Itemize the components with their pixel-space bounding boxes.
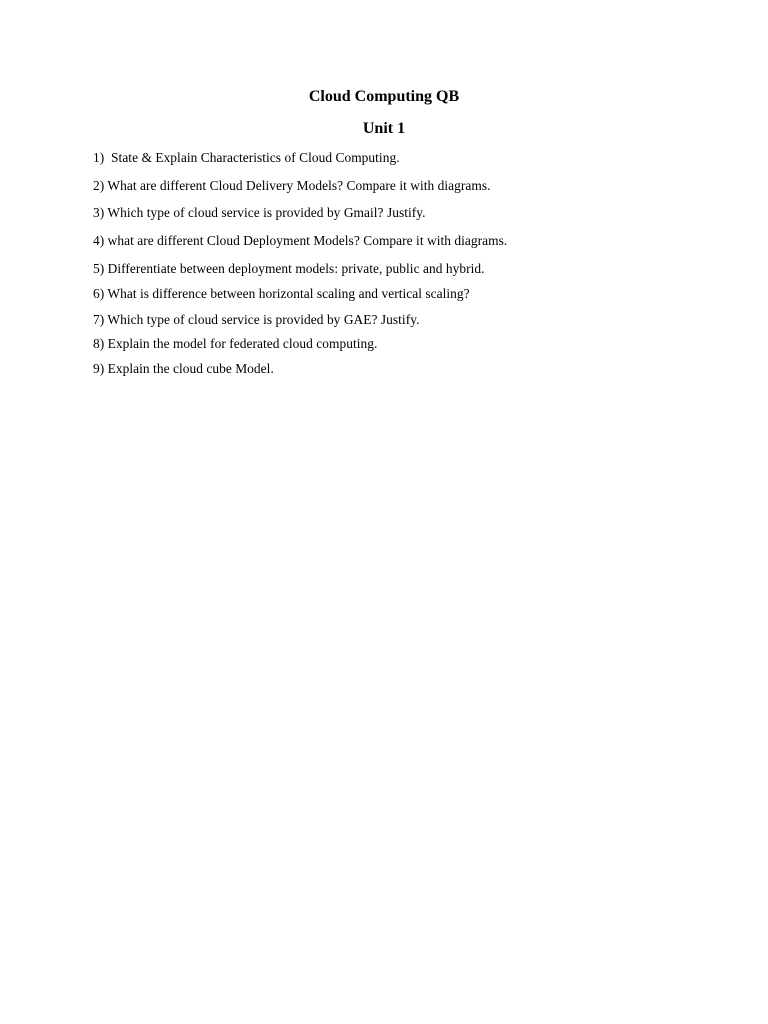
document-title: Cloud Computing QB: [308, 88, 460, 105]
unit-heading: Unit 1: [362, 120, 406, 137]
question-8: 8) Explain the model for federated cloud computing.: [93, 336, 378, 351]
question-2: 2) What are different Cloud Delivery Models? Compare it with diagrams.: [93, 178, 491, 193]
question-7: 7) Which type of cloud service is provided by GAE? Justify.: [93, 312, 420, 327]
question-1: 1) State & Explain Characteristics of Cloud Computing.: [93, 150, 400, 165]
question-6: 6) What is difference between horizontal scaling and vertical scaling?: [93, 286, 470, 301]
question-9: 9) Explain the cloud cube Model.: [93, 361, 274, 376]
question-4: 4) what are different Cloud Deployment Models? Compare it with diagrams.: [93, 233, 508, 248]
question-3: 3) Which type of cloud service is provided by Gmail? Justify.: [93, 205, 426, 220]
question-5: 5) Differentiate between deployment models: private, public and hybrid.: [93, 261, 485, 276]
